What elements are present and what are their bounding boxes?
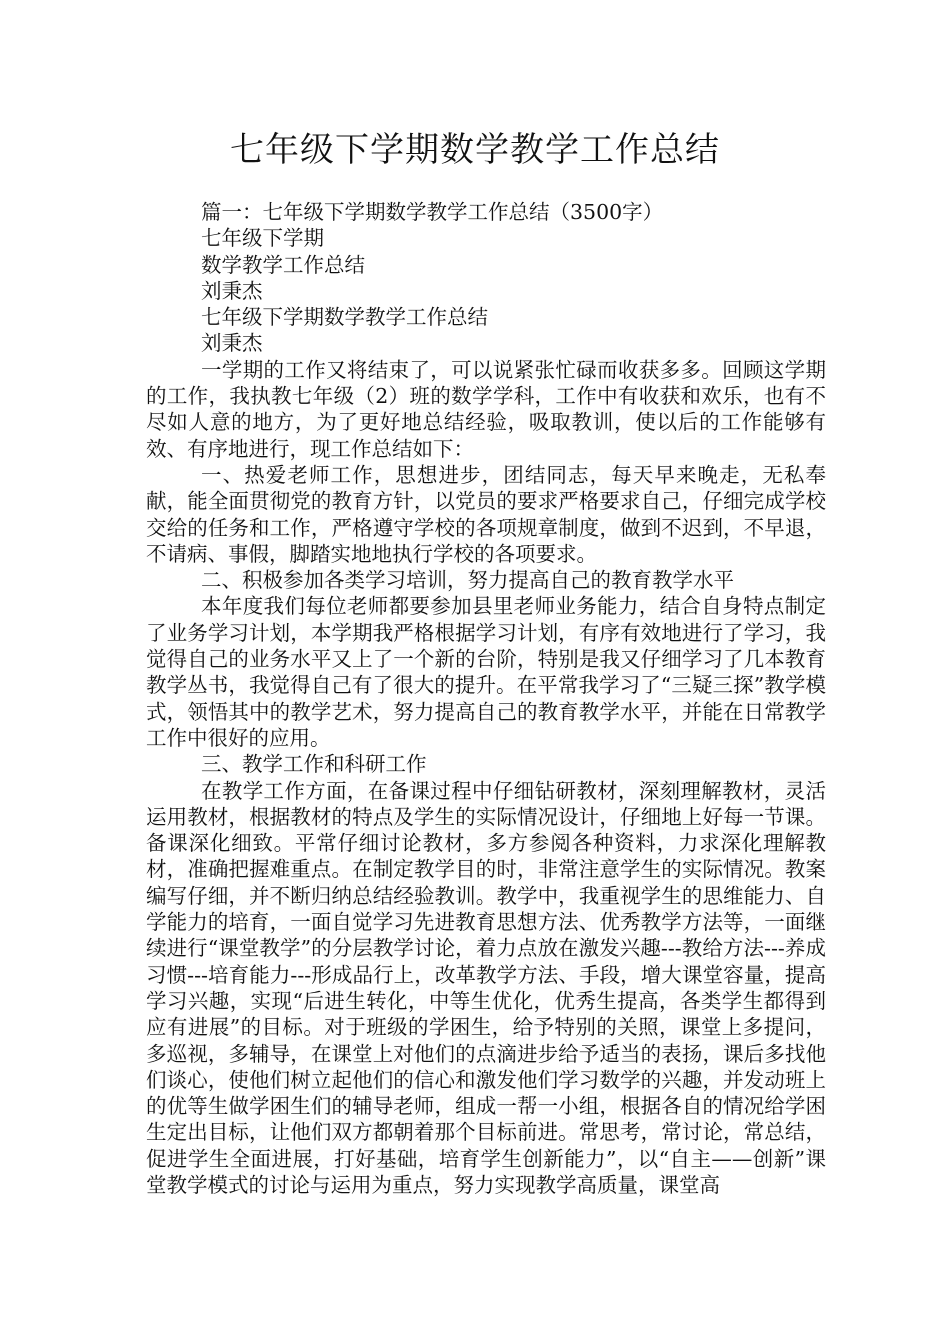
section2-paragraph: 本年度我们每位老师都要参加县里老师业务能力，结合自身特点制定了业务学习计划，本学期我严格根据学习计划，有序有效地进行了学习，我觉得自己的业务水平又上了一个新的台阶，特别是我又仔细学习了几本教育教学丛书，我觉得自己有了很大的提升。在平常我学习了“三疑三探”教学模式，领悟其中的教学艺术，努力提高自己的教育教学水平，并能在日常教学工作中很好的应用。 — [146, 594, 826, 750]
grade-line: 七年级下学期 — [201, 226, 324, 251]
document-body — [146, 199, 826, 1198]
author-line: 刘秉杰 — [201, 278, 263, 303]
intro-paragraph: 一学期的工作又将结束了，可以说紧张忙碌而收获多多。回顾这学期的工作，我执教七年级（2）班的数学学科，工作中有收获和欢乐，也有不尽如人意的地方，为了更好地总结经验，吸取教训，使以后的工作能够有效、有序地进行，现工作总结如下： — [146, 357, 826, 461]
heading-line: 篇一：七年级下学期数学教学工作总结（3500字） — [201, 200, 664, 224]
author-line-2: 刘秉杰 — [201, 331, 263, 356]
section3-paragraph: 在教学工作方面，在备课过程中仔细钻研教材，深刻理解教材，灵活运用教材，根据教材的特点及学生的实际情况设计，仔细地上好每一节课。备课深化细致。平常仔细讨论教材，多方参阅各种资料，力求深化理解教材，准确把握难重点。在制定教学目的时，非常注意学生的实际情况。教案编写仔细，并不断归纳总结经验教训。教学中，我重视学生的思维能力、自学能力的培育，一面自觉学习先进教育思想方法、优秀教学方法等，一面继续进行“课堂教学”的分层教学讨论，着力点放在激发兴趣---教给方法---养成习惯---培育能力---形成品行上，改革教学方法、手段，增大课堂容量，提高学习兴趣，实现“后进生转化，中等生优化，优秀生提高，各类学生都得到应有进展”的目标。对于班级的学困生，给予特别的关照，课堂上多提问，多巡视，多辅导，在课堂上对他们的点滴进步给予适当的表扬，课后多找他们谈心，使他们树立起他们的信心和激发他们学习数学的兴趣，并发动班上的优等生做学困生们的辅导老师，组成一帮一小组，根据各自的情况给学困生定出目标，让他们双方都朝着那个目标前进。常思考，常讨论，常总结，促进学生全面进展，打好基础，培育学生创新能力”，以“自主——创新”课堂教学模式的讨论与运用为重点，努力实现教学高质量，课堂高 — [146, 778, 826, 1197]
document-title: 七年级下学期数学教学工作总结 — [230, 130, 720, 170]
repeat-title-line: 七年级下学期数学教学工作总结 — [201, 305, 488, 330]
section1-paragraph: 一、热爱老师工作，思想进步，团结同志，每天早来晚走，无私奉献，能全面贯彻党的教育方针，以党员的要求严格要求自己，仔细完成学校交给的任务和工作，严格遵守学校的各项规章制度，做到不迟到，不早退，不请病、事假，脚踏实地地执行学校的各项要求。 — [146, 462, 826, 566]
section3-heading: 三、教学工作和科研工作 — [201, 752, 427, 777]
section2-heading: 二、积极参加各类学习培训，努力提高自己的教育教学水平 — [201, 568, 734, 593]
subject-line: 数学教学工作总结 — [201, 252, 365, 277]
